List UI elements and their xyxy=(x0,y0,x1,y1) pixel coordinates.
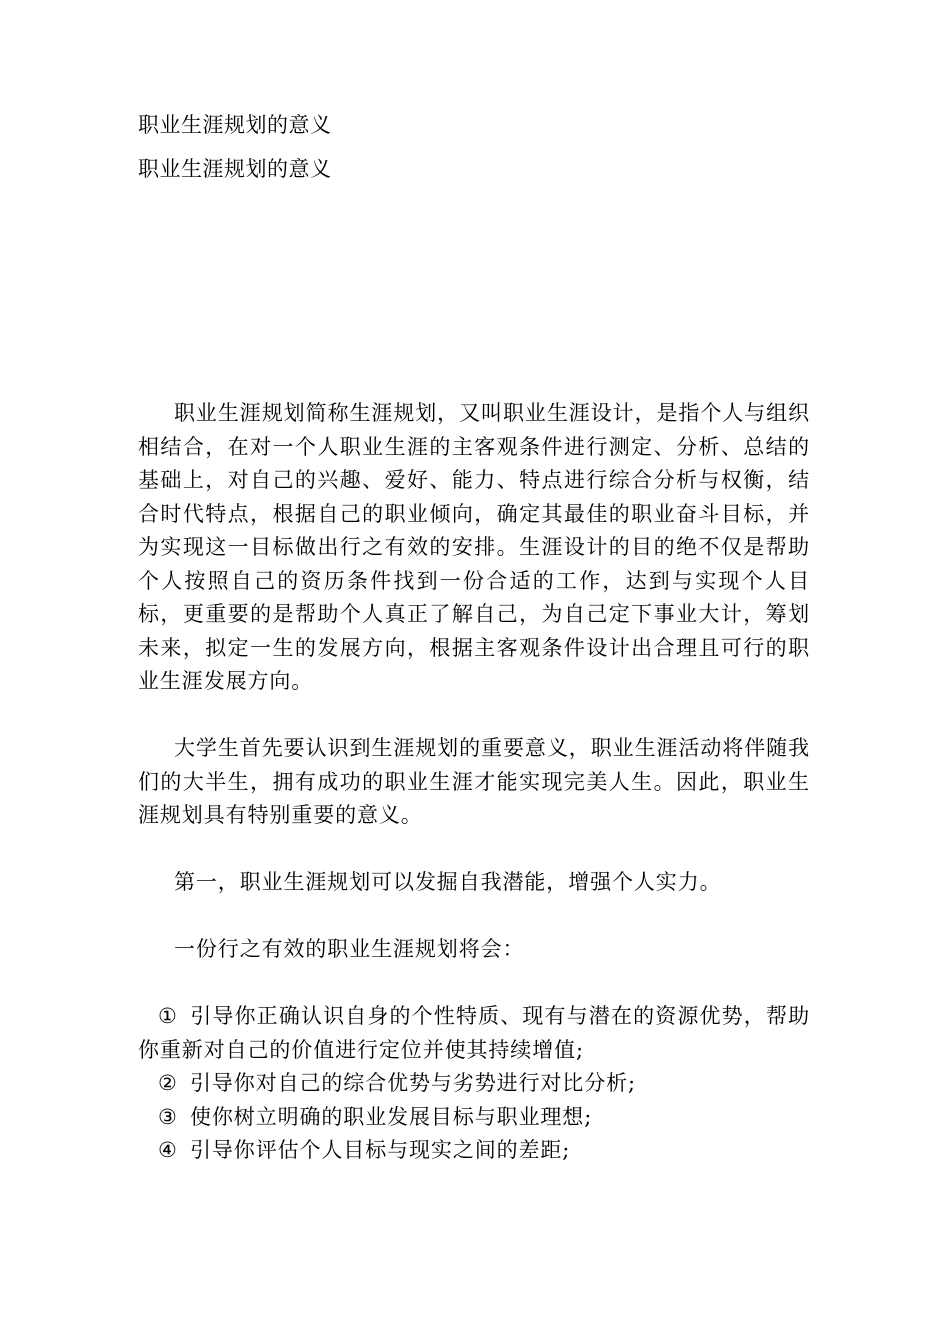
list-item xyxy=(138,1000,810,1067)
list-item-text: 引导你正确认识自身的个性特质、现有与潜在的资源优势，帮助你重新对自己的价值进行定位并使其持续增值; xyxy=(138,1004,810,1062)
list-item xyxy=(138,1134,810,1168)
paragraph-importance: 大学生首先要认识到生涯规划的重要意义，职业生涯活动将伴随我们的大半生，拥有成功的职业生涯才能实现完美人生。因此，职业生涯规划具有特别重要的意义。 xyxy=(138,736,810,827)
document-title: 职业生涯规划的意义 xyxy=(138,113,332,137)
list-item-text: 引导你评估个人目标与现实之间的差距; xyxy=(190,1138,571,1162)
list-item-text: 引导你对自己的综合优势与劣势进行对比分析; xyxy=(190,1071,636,1095)
paragraph-list-intro: 一份行之有效的职业生涯规划将会： xyxy=(174,937,525,961)
list-item-text: 使你树立明确的职业发展目标与职业理想; xyxy=(190,1104,593,1129)
paragraph-definition: 职业生涯规划简称生涯规划，又叫职业生涯设计，是指个人与组织相结合，在对一个人职业生涯的主客观条件进行测定、分析、总结的基础上，对自己的兴趣、爱好、能力、特点进行综合分析与权衡，结合时代特点，根据自己的职业倾向，确定其最佳的职业奋斗目标，并为实现这一目标做出行之有效的安排。生涯设计的目的绝不仅是帮助个人按照自己的资历条件找到一份合适的工作，达到与实现个人目标，更重要的是帮助个人真正了解自己，为自己定下事业大计，筹划未来，拟定一生的发展方向，根据主客观条件设计出合理且可行的职业生涯发展方向。 xyxy=(138,401,810,693)
list-item xyxy=(138,1101,810,1135)
document-subtitle: 职业生涯规划的意义 xyxy=(138,157,332,181)
list-marker: ④ xyxy=(158,1138,178,1162)
paragraph-point-one: 第一，职业生涯规划可以发掘自我潜能，增强个人实力。 xyxy=(174,870,722,894)
list-marker: ② xyxy=(158,1071,178,1095)
list-item xyxy=(138,1067,810,1101)
list-marker: ① xyxy=(158,1004,178,1028)
benefit-list xyxy=(138,1000,810,1168)
document-body xyxy=(138,397,810,1168)
list-marker: ③ xyxy=(158,1104,178,1129)
